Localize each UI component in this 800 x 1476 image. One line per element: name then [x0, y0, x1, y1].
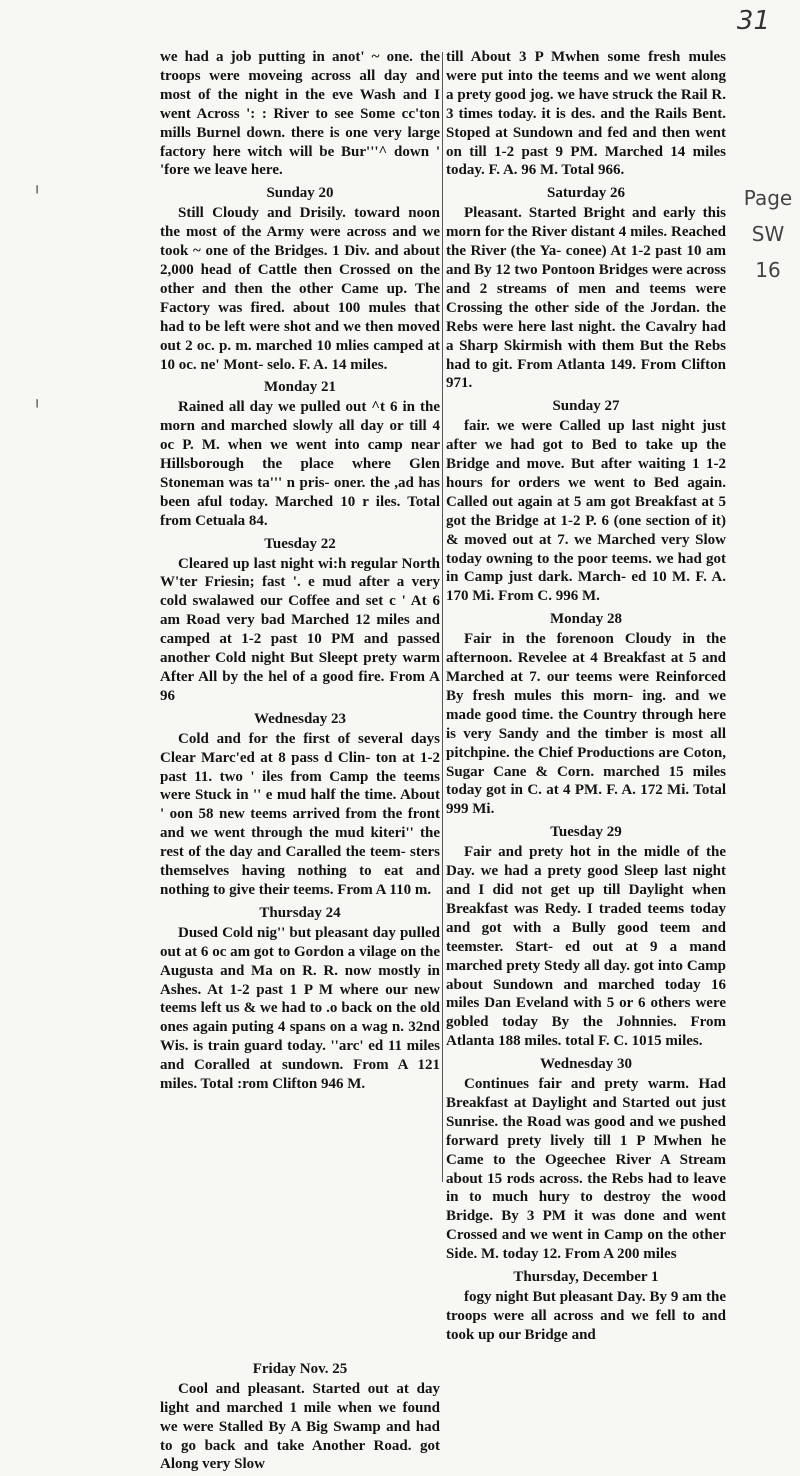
diary-entry [446, 1268, 726, 1345]
entry-text: Cleared up last night wi:h regular North W'ter Friesin; fast '. e mud after a very cold swalawed our Coffee and set c ' At 6 am Road very bad Marched 12 miles and camped at 1-2 past 10 PM and passed another Cold night But Sleept prety warm After All by the hel of a good fire. From A 96 [160, 555, 440, 704]
entry-text: Continues fair and prety warm. Had Breakfast at Daylight and Started out just Sunrise. the Road was good and we pushed forward prety lively till 1 P Mwhen he Came to the Ogeechee River A Stream about 15 rods across. the Rebs had to leave in to much hury to destroy the wood Bridge. By 3 PM it was done and went Crossed and we went in Camp on the other Side. M. today 12. From A 200 miles [446, 1076, 726, 1263]
entry-text: Fair in the forenoon Cloudy in the afternoon. Revelee at 4 Breakfast at 5 and Marched at 7. our teems were Reinforced By fresh mules this morn- ing. and we made good time. the Country through here is very Sandy and the timber is most all pitchpine. the Chief Productions are Coton, Sugar Cane & Corn. marched 15 miles today got in C. at 4 PM. F. A. 172 Mi. Total 999 Mi. [446, 631, 726, 818]
entry-text: Pleasant. Started Bright and early this morn for the River distant 4 miles. Reached the River (the Ya- conee) At 1-2 past 10 am and By 12 two Pontoon Bridges were across and 2 streams of men and teems were Crossing the other side of the Jordan. the Rebs were here last night. the Cavalry had a Sharp Skirmish with them But the Rebs had to git. From Atlanta 149. From Clifton 971. [446, 205, 726, 392]
entry-text: fogy night But pleasant Day. By 9 am the troops were all across and we fell to and took up our Bridge and [446, 1289, 726, 1343]
right-column [446, 48, 726, 1347]
entry-text: Cold and for the first of several days Clear Marc'ed at 8 pass d Clin- ton at 1-2 past 11. two ' iles from Camp the teems were Stuck in '' e mud half the time. About ' oon 58 new teems arrived from the front and we went through the mud kiteri'' the rest of the day and Caralled the teem- sters themselves having nothing to eat and nothing to give their teems. From A 110 m. [160, 730, 440, 898]
diary-entry [446, 184, 726, 393]
margin-note-line: 16 [755, 258, 781, 282]
entry-heading: Monday 21 [263, 379, 337, 396]
diary-entry [446, 48, 726, 180]
margin-note-line: SW [751, 222, 785, 246]
entry-heading: Sunday 20 [266, 185, 334, 202]
entry-heading: Tuesday 29 [550, 824, 622, 841]
diary-entry [160, 535, 440, 706]
margin-tick-mark: ╷ [33, 393, 42, 408]
entry-text: Cool and pleasant. Started out at day light and marched 1 mile when we found we were Stalled By A Big Swamp and had to go back and take Another Road. got Along very Slow [160, 1380, 440, 1473]
entry-text: Fair and prety hot in the midle of the Day. we had a prety good Sleep last night and I did not get up till Daylight when Breakfast was Redy. I traded teems today and got with a Bully good teem and teemster. Start- ed out at 9 a mand marched prety Stedy all day. got into Camp about Sundown and marched today 16 miles Dan Eveland with 5 or 6 others were gobled today By the Johnnies. From Atlanta 188 miles. total F. C. 1015 miles. [446, 844, 726, 1050]
entry-text: Dused Cold nig'' but pleasant day pulled out at 6 oc am got to Gordon a vilage on the Augusta and Ma on R. R. now mostly in Ashes. At 1-2 past 1 P M where our new teems left us & we had to .o back on the old ones again puting 4 spans on a wag n. 32nd Wis. is train guard today. ''arc' ed 11 miles and Coralled at sundown. From A 121 miles. Total :rom Clifton 946 M. [160, 924, 440, 1093]
entry-text: fair. we were Called up last night just after we had got to Bed to take up the Bridge and move. But after waiting 1 1-2 hours for orders we went to Bed again. Called out again at 5 am got Breakfast at 5 got the Bridge at 1-2 P. 6 (one section of it) & moved out at 7. we Marched very Slow today owning to the poor teems. we had got in Camp just dark. March- ed 10 M. F. A. 170 Mi. From C. 996 M. [446, 418, 726, 605]
left-column [160, 48, 440, 1476]
diary-entry [160, 48, 440, 180]
diary-entry [160, 1360, 440, 1474]
entry-text: we had a job putting in anot' ~ one. the troops were moveing across all day and most of the night in the eve Wash and I went Across ': : River to see Some cc'ton mills Burnel down. there is one very large factory here witch will be Bur'''^ down ' 'fore we leave here. [160, 49, 440, 179]
diary-entry [160, 184, 440, 374]
page-number: 31 [736, 6, 770, 36]
entry-heading: Wednesday 30 [539, 1056, 633, 1073]
diary-entry [160, 710, 440, 900]
entry-heading: Tuesday 22 [264, 535, 336, 552]
entry-text: Rained all day we pulled out ^t 6 in the morn and marched slowly all day or till 4 oc P. M. when we went into camp near Hillsborough the place where Glen Stoneman was ta''' n pris- oner. the ,ad has been aful today. Marched 10 r iles. Total from Cetuala 84. [160, 399, 440, 529]
entry-heading: Monday 28 [549, 611, 623, 628]
diary-entry [446, 823, 726, 1051]
margin-note-line: Page [743, 186, 793, 210]
blank-space [160, 1096, 440, 1356]
entry-heading: Saturday 26 [547, 185, 625, 202]
entry-heading: Thursday 24 [259, 904, 341, 921]
entry-heading: Friday Nov. 25 [252, 1360, 348, 1377]
entry-text: till About 3 P Mwhen some fresh mules were put into the teems and we went along a prety good jog. we have struck the Rail R. 3 times today. it is des. and the Rails Bent. Stoped at Sundown and fed and then went on till 1-2 past 9 PM. Marched 14 miles today. F. A. 96 M. Total 966. [446, 49, 726, 179]
diary-entry [160, 378, 440, 530]
handwritten-margin-note [740, 180, 796, 288]
entry-heading: Sunday 27 [552, 398, 620, 415]
diary-entry [160, 904, 440, 1094]
entry-heading: Wednesday 23 [253, 710, 347, 727]
entry-text: Still Cloudy and Drisily. toward noon the most of the Army were across and we took ~ one of the Bridges. 1 Div. and about 2,000 head of Cattle then Crossed on the other and then the other Came up. The Factory was fired. about 100 mules that had to be left were shot and we then moved out 2 oc. p. m. marched 10 mlies camped at 10 oc. ne' Mont- selo. F. A. 14 miles. [160, 205, 440, 373]
column-divider [442, 52, 443, 1182]
entry-heading: Thursday, December 1 [513, 1269, 659, 1286]
diary-entry [446, 1055, 726, 1264]
margin-tick-mark: ╷ [33, 179, 42, 194]
diary-entry [446, 397, 726, 606]
diary-entry [446, 610, 726, 819]
